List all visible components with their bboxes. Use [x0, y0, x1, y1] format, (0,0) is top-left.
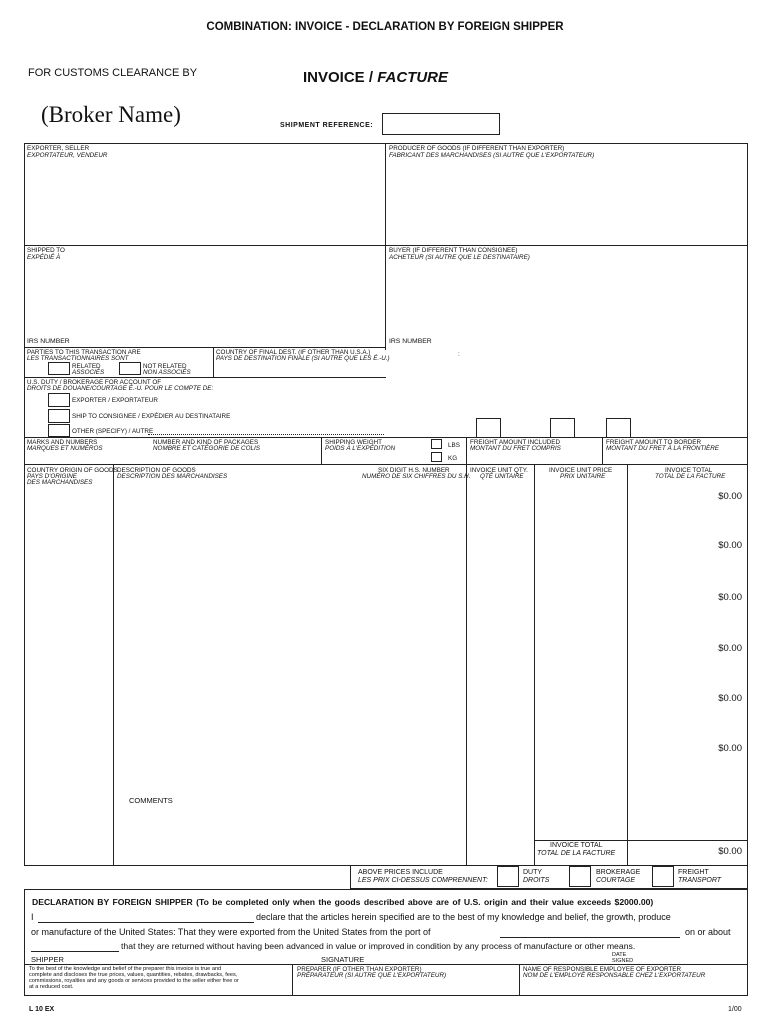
freight-included-checkbox[interactable]: [476, 418, 501, 438]
weight-label: SHIPPING WEIGHT: [325, 439, 383, 446]
col-qty-label-fr: QTÉ UNITAIRE: [480, 473, 524, 480]
declaration-line2-end: on or about: [685, 927, 731, 937]
other-checkbox[interactable]: [48, 424, 70, 437]
col-qty-label: INVOICE UNIT QTY.: [470, 467, 528, 474]
freight-included-label-fr: MONTANT DU FRET COMPRIS: [470, 445, 561, 452]
row-total: $0.00: [718, 643, 742, 654]
date-line[interactable]: [31, 951, 119, 952]
row-total: $0.00: [718, 693, 742, 704]
not-related-label: NOT RELATED: [143, 363, 187, 370]
other-specify-line: [148, 434, 384, 435]
freight-border-checkbox[interactable]: [606, 418, 631, 438]
date-signed-label2: SIGNED: [612, 958, 634, 964]
signature-label: SIGNATURE: [321, 955, 365, 964]
col-origin-label-fr2: DES MARCHANDISES: [27, 479, 93, 486]
preparer-statement-4: at a reduced cost.: [29, 984, 74, 990]
invoice-heading-fr: FACTURE: [377, 69, 449, 86]
packages-label: NUMBER AND KIND OF PACKAGES: [153, 439, 259, 446]
brokerage-checkbox[interactable]: [569, 866, 591, 887]
not-related-label-fr: NON ASSOCIÉS: [143, 369, 191, 376]
related-label: RELATED: [72, 363, 101, 370]
declaration-line1: declare that the articles herein specified are to the best of my knowledge and belief, the growth, produce: [256, 912, 671, 922]
ship-to-checkbox[interactable]: [48, 409, 70, 423]
row-total: $0.00: [718, 743, 742, 754]
comments-label: COMMENTS: [129, 796, 173, 805]
form-frame: [24, 143, 748, 866]
country-dest-label-fr: PAYS DE DESTINATION FINALE (SI AUTRE QUE LES É.-U.): [216, 355, 390, 362]
invoice-heading: [303, 69, 448, 87]
invoice-heading-en: INVOICE /: [303, 69, 374, 86]
parties-label-fr: LES TRANSACTIONNAIRES SONT: [27, 355, 129, 362]
producer-label: PRODUCER OF GOODS (IF DIFFERENT THAN EXPORTER): [389, 145, 565, 152]
form-id: L 10 EX: [29, 1006, 55, 1013]
separator-mark: :: [458, 351, 460, 358]
col-description-label-fr: DESCRIPTION DES MARCHANDISES: [117, 473, 228, 480]
brokerage-label-fr: COURTAGE: [596, 877, 636, 884]
col-total-label: INVOICE TOTAL: [665, 467, 713, 474]
buyer-label: BUYER (IF DIFFERENT THAN CONSIGNEE): [389, 247, 518, 254]
invoice-total-label-fr: TOTAL DE LA FACTURE: [537, 850, 616, 857]
declaration-i: I: [31, 912, 34, 922]
freight-label: FREIGHT: [678, 869, 709, 876]
country-dest-field[interactable]: [216, 363, 384, 375]
option-exporter: EXPORTER / EXPORTATEUR: [72, 397, 158, 404]
port-line[interactable]: [500, 937, 680, 938]
signature-field[interactable]: [370, 952, 600, 962]
col-hs-label-fr: NUMÉRO DE SIX CHIFFRES DU S.H.: [362, 473, 471, 480]
shipper-label: SHIPPER: [31, 955, 64, 964]
packages-label-fr: NOMBRE ET CATÉGORIE DE COLIS: [153, 445, 260, 452]
col-hs-label: SIX DIGIT H.S. NUMBER: [378, 467, 450, 474]
preparer-statement-3: commissions, royalties and any goods or services provided to the seller either free or: [29, 978, 239, 984]
related-checkbox[interactable]: [48, 362, 70, 375]
declaration-heading: DECLARATION BY FOREIGN SHIPPER (To be completed only when the goods described above are of U.S. origin and their value exceeds $2000.00): [32, 897, 654, 907]
above-prices-label: ABOVE PRICES INCLUDE: [358, 869, 443, 876]
irs-number-left: IRS NUMBER: [27, 338, 70, 345]
producer-field[interactable]: [387, 160, 747, 244]
freight-border-label: FREIGHT AMOUNT TO BORDER: [606, 439, 702, 446]
kg-label: KG: [448, 455, 458, 462]
duty-label-fr: DROITS: [523, 877, 550, 884]
col-total-label-fr: TOTAL DE LA FACTURE: [655, 473, 726, 480]
lbs-label: LBS: [448, 442, 460, 449]
col-origin-label-fr1: PAYS D'ORIGINE: [27, 473, 77, 480]
exporter-field[interactable]: [25, 160, 384, 244]
form-version: 1/00: [728, 1006, 742, 1013]
marks-label: MARKS AND NUMBERS: [27, 439, 98, 446]
producer-label-fr: FABRICANT DES MARCHANDISES (SI AUTRE QUE L'EXPORTATEUR): [389, 152, 595, 159]
option-ship-to: SHIP TO CONSIGNEE / EXPÉDIER AU DESTINATAIRE: [72, 413, 231, 420]
kg-checkbox[interactable]: [431, 452, 442, 462]
related-label-fr: ASSOCIÉS: [72, 369, 105, 376]
employee-label: NAME OF RESPONSIBLE EMPLOYEE OF EXPORTER: [523, 966, 682, 973]
above-prices-label-fr: LES PRIX CI-DESSUS COMPRENNENT:: [358, 877, 488, 884]
date-signed-label: DATE: [612, 952, 627, 958]
freight-checkbox[interactable]: [652, 866, 674, 887]
freight-border-label-fr: MONTANT DU FRET À LA FRONTIÈRE: [606, 445, 719, 452]
row-total: $0.00: [718, 592, 742, 603]
duty-label: DUTY: [523, 869, 543, 876]
buyer-label-fr: ACHETEUR (SI AUTRE QUE LE DESTINATAIRE): [389, 254, 530, 261]
declaration-line3: that they are returned without having been advanced in value or improved in condition by any process of manufacture or other means.: [121, 941, 636, 951]
brokerage-label: BROKERAGE: [596, 869, 641, 876]
shipped-to-label: SHIPPED TO: [27, 247, 65, 254]
exporter-checkbox[interactable]: [48, 393, 70, 407]
shipped-to-label-fr: EXPÉDIÉ À: [27, 254, 61, 261]
country-dest-label: COUNTRY OF FINAL DEST. (IF OTHER THAN U.S.A.): [216, 349, 371, 356]
lbs-checkbox[interactable]: [431, 439, 442, 449]
weight-label-fr: POIDS À L'EXPÉDITION: [325, 445, 396, 452]
preparer-statement-1: To the best of the knowledge and belief of the preparer this invoice is true and: [29, 966, 222, 972]
shipment-reference-input[interactable]: [382, 113, 500, 135]
declaration-line2: or manufacture of the United States: That they were exported from the United States from the port of: [31, 927, 431, 937]
duty-account-label-fr: DROITS DE DOUANE/COURTAGE É.-U. POUR LE COMPTE DE:: [27, 385, 214, 392]
shipped-to-field[interactable]: [25, 262, 384, 336]
freight-border-left-checkbox[interactable]: [550, 418, 575, 438]
declarant-name-line[interactable]: [38, 922, 254, 923]
invoice-total-value: $0.00: [718, 846, 742, 857]
preparer-statement-2: complete and discloses the true prices, values, quantities, rebates, drawbacks, fees,: [29, 972, 238, 978]
preparer-label-fr: PRÉPARATEUR (SI AUTRE QUE L'EXPORTATEUR): [297, 972, 447, 979]
shipment-reference-label: SHIPMENT REFERENCE:: [280, 122, 374, 129]
parties-label: PARTIES TO THIS TRANSACTION ARE: [27, 349, 141, 356]
freight-label-fr: TRANSPORT: [678, 877, 722, 884]
buyer-field[interactable]: [387, 262, 747, 336]
col-price-label: INVOICE UNIT PRICE: [549, 467, 613, 474]
preparer-label: PREPARER (IF OTHER THAN EXPORTER): [297, 966, 422, 973]
marks-label-fr: MARQUES ET NUMÉROS: [27, 445, 103, 452]
col-origin-label: COUNTRY ORIGIN OF GOODS: [27, 467, 118, 474]
irs-number-right: IRS NUMBER: [389, 338, 432, 345]
row-total: $0.00: [718, 491, 742, 502]
customs-clearance-label: FOR CUSTOMS CLEARANCE BY: [28, 67, 198, 79]
broker-name: (Broker Name): [41, 102, 181, 127]
form-title: COMBINATION: INVOICE - DECLARATION BY FOREIGN SHIPPER: [206, 21, 564, 33]
option-other: OTHER (SPECIFY) / AUTRE: [72, 428, 154, 435]
not-related-checkbox[interactable]: [119, 362, 141, 375]
freight-included-label: FREIGHT AMOUNT INCLUDED: [470, 439, 561, 446]
invoice-total-label: INVOICE TOTAL: [550, 842, 603, 849]
duty-account-label: U.S. DUTY / BROKERAGE FOR ACCOUNT OF: [27, 379, 162, 386]
exporter-label: EXPORTER, SELLER: [27, 145, 90, 152]
row-total: $0.00: [718, 540, 742, 551]
duty-checkbox[interactable]: [497, 866, 519, 887]
exporter-label-fr: EXPORTATEUR, VENDEUR: [27, 152, 108, 159]
employee-label-fr: NOM DE L'EMPLOYÉ RESPONSABLE CHEZ L'EXPORTATEUR: [523, 972, 706, 979]
col-price-label-fr: PRIX UNITAIRE: [560, 473, 606, 480]
col-description-label: DESCRIPTION OF GOODS: [117, 467, 196, 474]
